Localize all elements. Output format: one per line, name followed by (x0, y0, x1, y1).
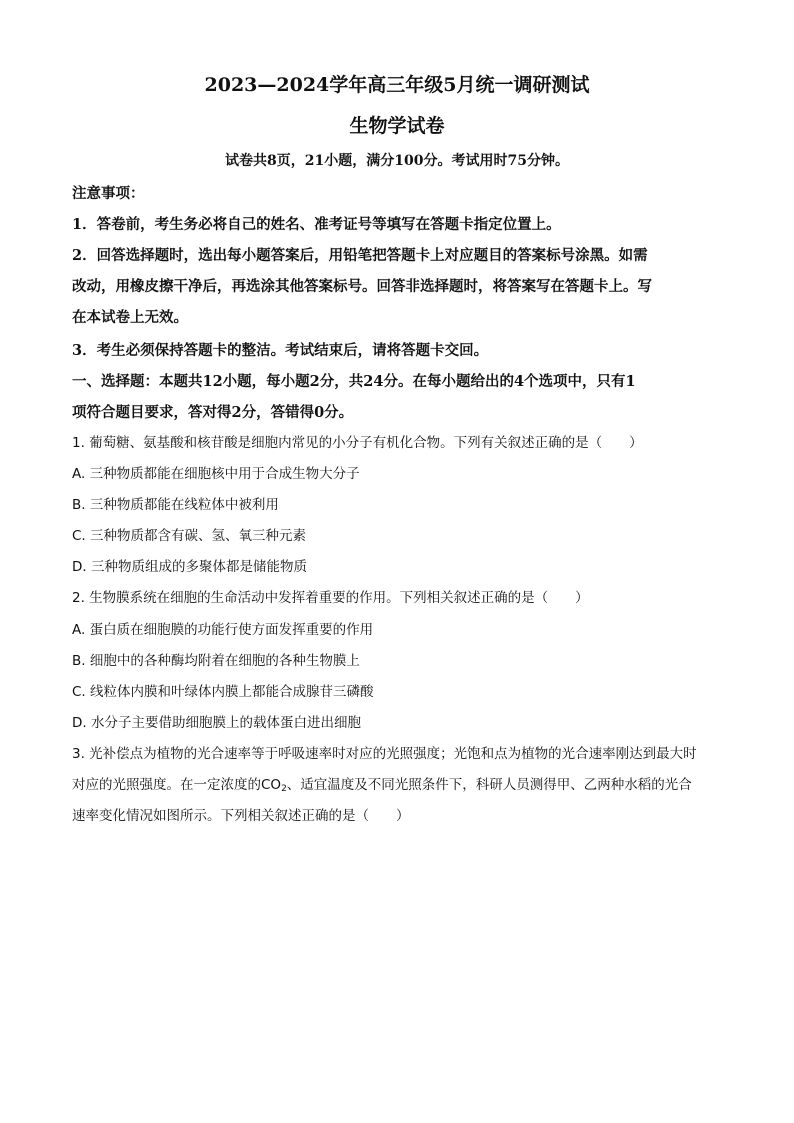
subject-title: 生物学试卷 (349, 115, 445, 137)
question-1-option-a: A. 三种物质都能在细胞核中用于合成生物大分子 (72, 466, 360, 482)
notice-item-3: 3．考生必须保持答题卡的整洁。考试结束后，请将答题卡交回。 (72, 342, 489, 359)
question-2-stem: 2. 生物膜系统在细胞的生命活动中发挥着重要的作用。下列相关叙述正确的是（ ） (72, 590, 589, 606)
section-1-heading-line-2: 项符合题目要求，答对得2分，答错得0分。 (72, 404, 354, 421)
notice-item-2-line-2: 改动，用橡皮擦干净后，再选涂其他答案标号。回答非选择题时，将答案写在答题卡上。写 (72, 278, 652, 295)
question-3-line-2 (72, 773, 692, 794)
question-3-line-1: 3. 光补偿点为植物的光合速率等于呼吸速率时对应的光照强度；光饱和点为植物的光合速率刚达到最大时 (72, 746, 697, 762)
exam-title: 2023—2024学年高三年级5月统一调研测试 (204, 74, 590, 96)
question-1-option-b: B. 三种物质都能在线粒体中被利用 (72, 497, 279, 513)
notice-heading: 注意事项： (72, 185, 145, 202)
question-2-option-d: D. 水分子主要借助细胞膜上的载体蛋白进出细胞 (72, 715, 361, 731)
notice-item-1: 1．答卷前，考生务必将自己的姓名、准考证号等填写在答题卡指定位置上。 (72, 216, 561, 233)
question-1-stem: 1. 葡萄糖、氨基酸和核苷酸是细胞内常见的小分子有机化合物。下列有关叙述正确的是（ ） (72, 435, 643, 451)
section-1-heading-line-1: 一、选择题：本题共12小题，每小题2分，共24分。在每小题给出的4个选项中，只有1 (72, 373, 636, 390)
question-2-option-c: C. 线粒体内膜和叶绿体内膜上都能合成腺苷三磷酸 (72, 684, 374, 700)
question-3-line-2-part-a: 对应的光照强度。在一定浓度的CO (72, 777, 282, 793)
question-2-option-a: A. 蛋白质在细胞膜的功能行使方面发挥重要的作用 (72, 622, 374, 638)
question-1-option-c: C. 三种物质都含有碳、氢、氧三种元素 (72, 528, 307, 544)
question-1-option-d: D. 三种物质组成的多聚体都是储能物质 (72, 559, 307, 575)
question-3-line-3: 速率变化情况如图所示。下列相关叙述正确的是（ ） (72, 808, 410, 824)
question-2-option-b: B. 细胞中的各种酶均附着在细胞的各种生物膜上 (72, 653, 360, 669)
notice-item-2-line-3: 在本试卷上无效。 (72, 309, 188, 326)
co2-subscript: 2 (281, 784, 287, 794)
exam-info: 试卷共8页，21小题，满分100分。考试用时75分钟。 (225, 153, 569, 169)
question-3-line-2-part-b: 、适宜温度及不同光照条件下，科研人员测得甲、乙两种水稻的光合 (286, 777, 692, 793)
notice-item-2-line-1: 2．回答选择题时，选出每小题答案后，用铅笔把答题卡上对应题目的答案标号涂黑。如需 (72, 247, 648, 264)
